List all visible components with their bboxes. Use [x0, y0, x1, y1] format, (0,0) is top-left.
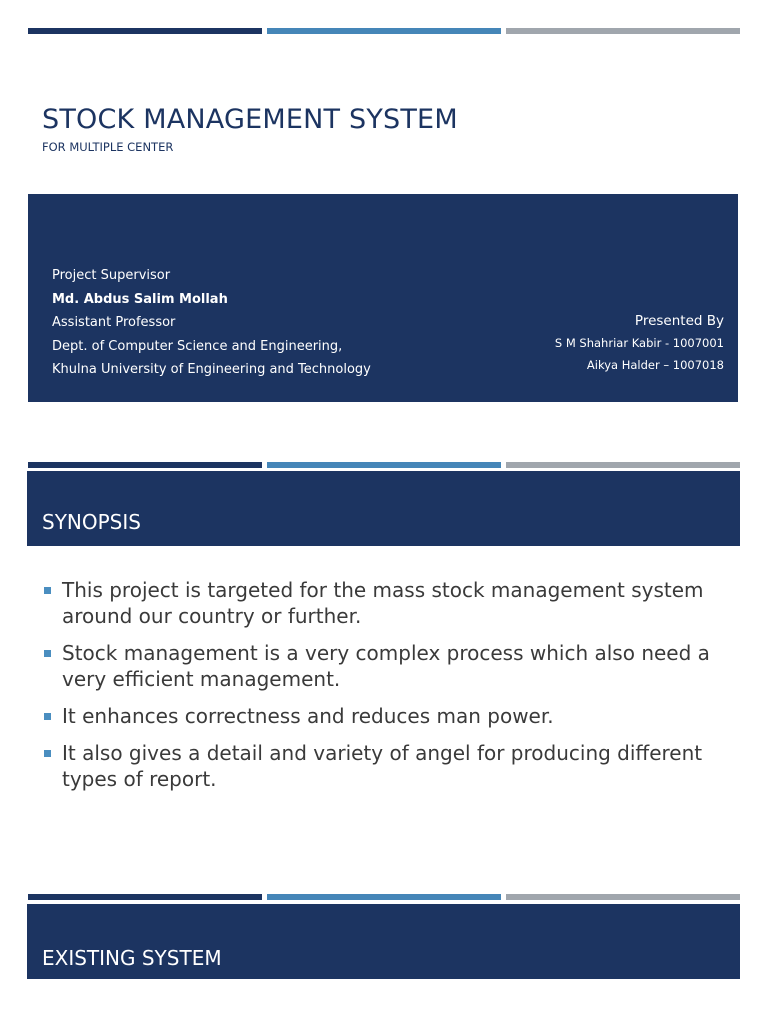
supervisor-designation: Assistant Professor: [52, 315, 176, 330]
accent-bar-blue: [267, 894, 501, 900]
accent-bar-navy: [28, 28, 262, 34]
list-item: [44, 703, 734, 729]
accent-bar-gray: [506, 28, 740, 34]
bullet-text: Stock management is a very complex process which also need a very efficient management.: [62, 641, 710, 691]
bullet-text: It enhances correctness and reduces man power.: [62, 704, 554, 728]
section-title: SYNOPSIS: [42, 510, 141, 534]
bullet-square-icon: [44, 713, 51, 720]
slide-subtitle: FOR MULTIPLE CENTER: [42, 140, 174, 154]
presenters-heading: Presented By: [634, 313, 724, 329]
accent-bar-navy: [28, 462, 262, 468]
bullet-text: This project is targeted for the mass stock management system around our country or further.: [62, 578, 704, 628]
section-header: [27, 471, 740, 546]
bullet-list: [44, 577, 734, 803]
supervisor-label: Project Supervisor: [52, 268, 171, 283]
bullet-square-icon: [44, 650, 51, 657]
accent-bar-blue: [267, 28, 501, 34]
accent-bar-top: [28, 894, 740, 900]
list-item: [44, 577, 734, 629]
bullet-text: It also gives a detail and variety of angel for producing different types of report.: [62, 741, 703, 791]
bullet-square-icon: [44, 750, 51, 757]
presenters-block: [555, 310, 724, 376]
accent-bar-gray: [506, 462, 740, 468]
slide-title: STOCK MANAGEMENT SYSTEM: [42, 104, 458, 135]
supervisor-name: Md. Abdus Salim Mollah: [52, 291, 228, 307]
supervisor-block: [52, 264, 371, 382]
presenter-name: Aikya Halder – 1007018: [586, 358, 724, 372]
info-box: [28, 194, 738, 402]
supervisor-department: Dept. of Computer Science and Engineering,: [52, 338, 343, 354]
bullet-square-icon: [44, 587, 51, 594]
section-title: EXISTING SYSTEM: [42, 946, 222, 970]
accent-bar-top: [28, 462, 740, 468]
accent-bar-navy: [28, 894, 262, 900]
list-item: [44, 740, 734, 792]
section-header: [27, 904, 740, 979]
accent-bar-blue: [267, 462, 501, 468]
list-item: [44, 640, 734, 692]
presenter-name: S M Shahriar Kabir - 1007001: [554, 336, 724, 350]
supervisor-university: Khulna University of Engineering and Technology: [52, 362, 371, 377]
accent-bar-gray: [506, 894, 740, 900]
accent-bar-top: [28, 28, 740, 34]
